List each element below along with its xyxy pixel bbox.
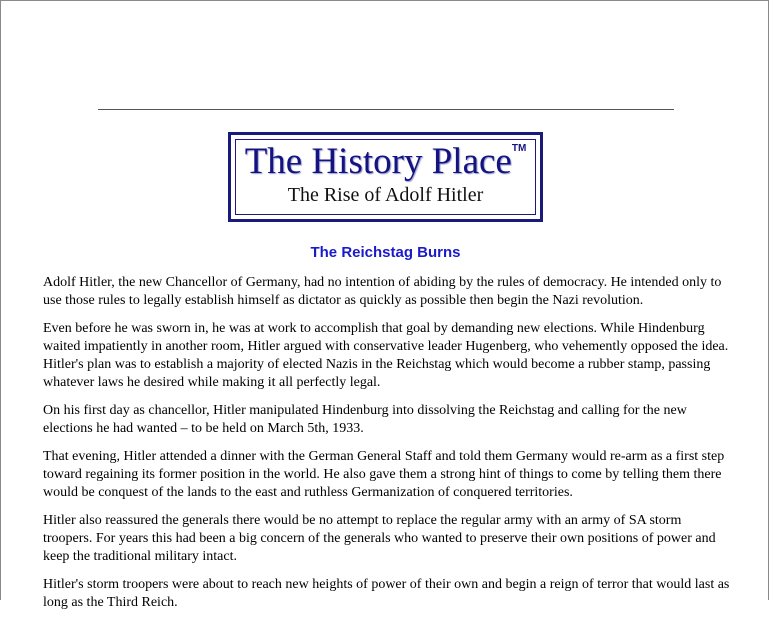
article-body [43,274,733,622]
logo-title [231,140,540,183]
article-heading: The Reichstag Burns [310,244,461,261]
paragraph: Hitler also reassured the generals there would be no attempt to replace the regular army with an army of SA storm troopers. For years this had been a big concern of the generals who wanted to preserve their own positions of power and keep the traditional military intact. [43,513,716,564]
paragraph: Adolf Hitler, the new Chancellor of Germany, had no intention of abiding by the rules of democracy. He intended only to use those rules to legally establish himself as dictator as quickly as possible then begin the Nazi revolution. [43,275,722,308]
paragraph: Even before he was sworn in, he was at work to accomplish that goal by demanding new elections. While Hindenburg waited impatiently in another room, Hitler argued with conservative leader Hugenberg, who vehemently opposed the idea. Hitler's plan was to establish a majority of elected Nazis in the Reichstag which would become a rubber stamp, passing whatever laws he desired while making it all perfectly legal. [43,321,729,390]
site-logo[interactable] [228,132,543,222]
logo-title-text: The History Place [244,141,512,182]
logo-subtitle: The Rise of Adolf Hitler [287,184,484,206]
paragraph: Hitler's storm troopers were about to reach new heights of power of their own and begin a reign of terror that would last as long as the Third Reich. [43,577,730,610]
paragraph: On his first day as chancellor, Hitler manipulated Hindenburg into dissolving the Reichstag and calling for the new elections he had wanted – to be held on March 5th, 1933. [43,403,687,436]
trademark-mark: TM [511,143,527,154]
paragraph: That evening, Hitler attended a dinner with the German General Staff and told them Germany would re-arm as a first step toward regaining its former position in the world. He also gave them a strong hint of things to come by telling them there would be conquest of the lands to the east and ruthless Germanization of conquered territories. [43,449,725,500]
top-divider [98,109,674,110]
